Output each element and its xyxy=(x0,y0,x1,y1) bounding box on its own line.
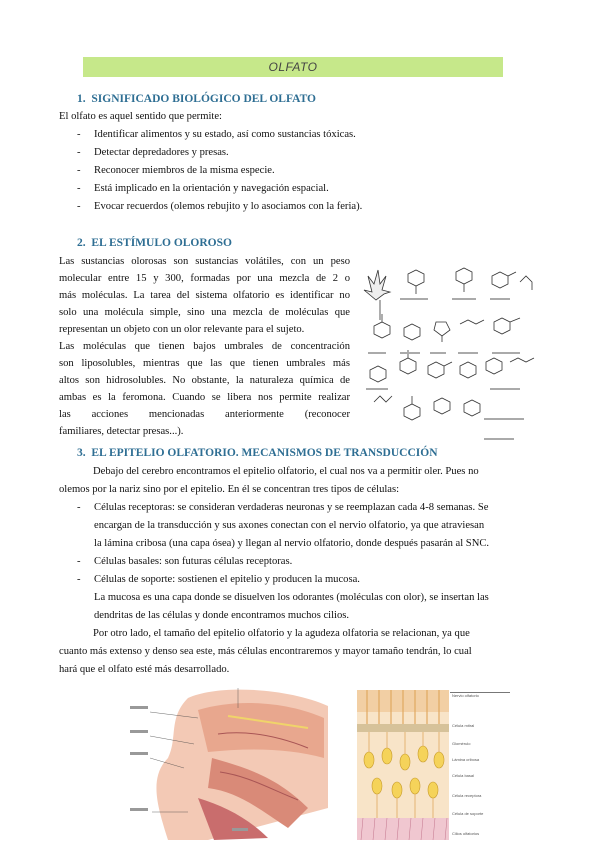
section1-intro: El olfato es aquel sentido que permite: xyxy=(59,111,222,122)
section3-para1-line1: Debajo del cerebro encontramos el epitelio olfatorio, el cual nos va a permitir oler. Pues no xyxy=(93,466,479,477)
section2-heading: 2. EL ESTÍMULO OLOROSO xyxy=(77,237,232,249)
mucosa-line1: La mucosa es una capa donde se disuelven los odorantes (moléculas con olor), se insertan las xyxy=(94,592,489,603)
epithelium-labels: Nervio olfatorio Célula mitral Glomérulo Lámina cribosa Célula basal Célula receptora Célula de soporte Cilios olfatorios xyxy=(450,690,510,840)
section2-body: Las sustancias olorosas son sustancias volátiles, con un peso molecular entre 15 y 300, formadas por una mezcla de 2 o más moléculas. La tarea del sistema olfatorio es identificar no solo una molécula simple, sino una mezcla de moléculas que representan un objeto con un olor relevante para el sujeto. Las moléculas que tienen bajos umbrales de concentración son liposolubles, mientras que las que tienen umbrales más altos son hidrosolubles. No obstante, la naturaleza química de ambas es la feromona. Cuando se libera nos permite realizar las acciones mencionadas anteriormente (reconocer familiares, detectar presas...). xyxy=(59,256,350,437)
section3-heading: 3. EL EPITELIO OLFATORIO. MECANISMOS DE TRANSDUCCIÓN xyxy=(77,447,438,459)
para2-line3: hará que el olfato esté más desarrollado. xyxy=(59,664,230,675)
title-bar xyxy=(83,57,503,77)
para2-line2: cuanto más extenso y denso sea este, más células encontraremos y mayor tamaño tendrán, lo cual xyxy=(59,646,472,657)
page-title: OLFATO xyxy=(268,60,318,74)
para2-line1: Por otro lado, el tamaño del epitelio olfatorio y la agudeza olfatoria se relacionan, ya que xyxy=(93,628,470,639)
list-item-continuation: la lámina cribosa (una capa ósea) y llegan al nervio olfatorio, donde después pasarán al SNC. xyxy=(94,538,490,549)
mucosa-line2: dendritas de las células y donde encontramos muchos cilios. xyxy=(94,610,350,621)
odorant-molecules-figure xyxy=(360,262,540,442)
olfactory-epithelium-figure xyxy=(357,690,449,840)
section1-heading: 1. SIGNIFICADO BIOLÓGICO DEL OLFATO xyxy=(77,93,316,105)
section3-para1-line2: olemos por la nariz sino por el epitelio. En él se concentran tres tipos de células: xyxy=(59,484,400,495)
list-item-continuation: encargan de la transducción y sus axones conectan con el nervio olfatorio, ya que atraviesan xyxy=(94,520,485,531)
nasal-cavity-figure xyxy=(128,688,328,840)
